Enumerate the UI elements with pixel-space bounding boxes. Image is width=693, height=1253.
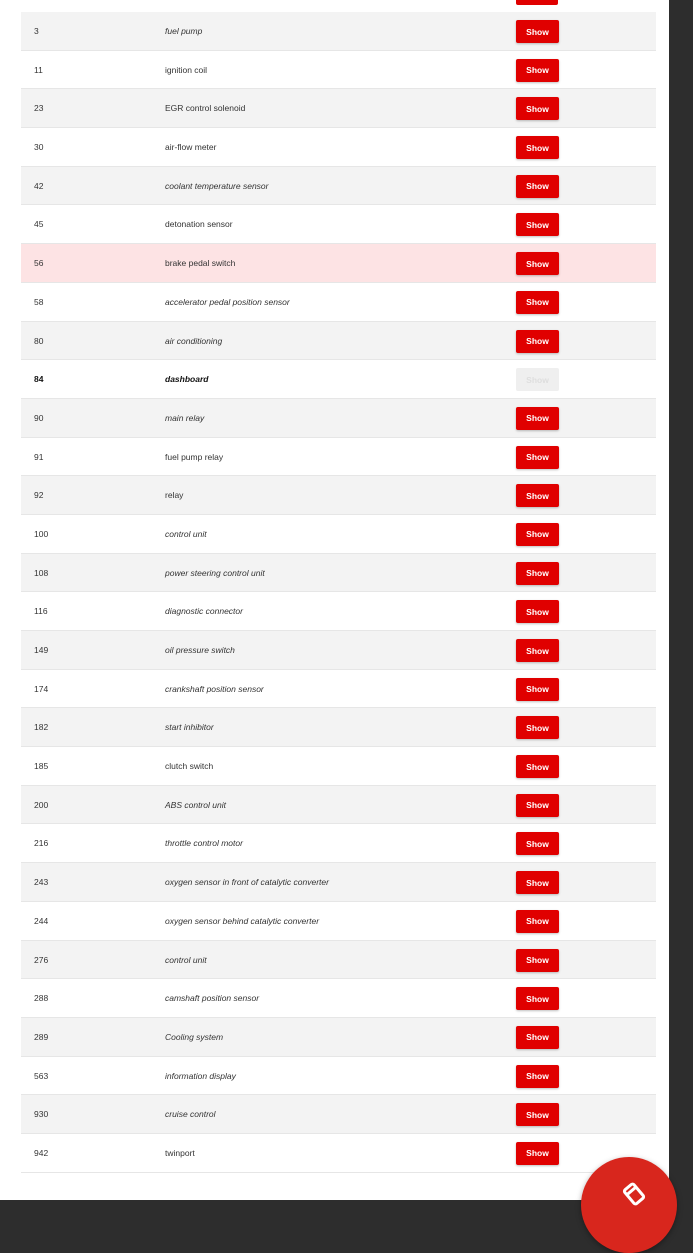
row-number: 56 <box>34 258 44 269</box>
show-button[interactable]: Show <box>516 59 559 82</box>
table-row <box>21 51 656 90</box>
edit-fab-button[interactable] <box>581 1157 677 1253</box>
show-button[interactable]: Show <box>516 97 559 120</box>
show-button[interactable]: Show <box>516 910 559 933</box>
component-name: detonation sensor <box>165 219 233 230</box>
table-row <box>21 1057 656 1096</box>
show-button[interactable]: Show <box>516 987 559 1010</box>
component-name: ABS control unit <box>165 799 226 810</box>
component-name: control unit <box>165 528 207 539</box>
table-row <box>21 863 656 902</box>
component-name: ignition coil <box>165 64 208 75</box>
show-button[interactable]: Show <box>516 330 559 353</box>
component-name: dashboard <box>165 374 209 385</box>
table-row <box>21 1134 656 1173</box>
row-number: 276 <box>34 954 49 965</box>
show-button[interactable]: Show <box>516 291 559 314</box>
show-button-partial[interactable] <box>516 0 558 5</box>
component-name: brake pedal switch <box>165 258 236 269</box>
table-row <box>21 941 656 980</box>
table-row <box>21 1095 656 1134</box>
row-number: 289 <box>34 1031 49 1042</box>
component-name: clutch switch <box>165 761 214 772</box>
table-row <box>21 554 656 593</box>
component-name: Cooling system <box>165 1031 224 1042</box>
row-number: 116 <box>34 606 48 617</box>
show-button[interactable]: Show <box>516 407 559 430</box>
component-name: oxygen sensor in front of catalytic converter <box>165 877 329 888</box>
show-button[interactable]: Show <box>516 794 559 817</box>
component-name: camshaft position sensor <box>165 993 260 1004</box>
component-name: main relay <box>165 412 205 423</box>
show-button[interactable]: Show <box>516 136 559 159</box>
row-number: 243 <box>34 877 49 888</box>
show-button[interactable]: Show <box>516 600 559 623</box>
table-row <box>21 786 656 825</box>
component-name: air-flow meter <box>165 142 217 153</box>
row-number: 30 <box>34 142 44 153</box>
table-row <box>21 205 656 244</box>
row-number: 930 <box>34 1109 49 1120</box>
show-button[interactable]: Show <box>516 213 559 236</box>
show-button[interactable]: Show <box>516 252 559 275</box>
table-row <box>21 670 656 709</box>
row-number: 23 <box>34 103 44 114</box>
row-number: 108 <box>34 567 49 578</box>
scrollbar-gutter <box>669 0 693 1200</box>
row-number: 182 <box>34 722 49 733</box>
row-number: 58 <box>34 296 44 307</box>
row-number: 174 <box>34 683 49 694</box>
show-button[interactable]: Show <box>516 678 559 701</box>
component-name: relay <box>165 490 184 501</box>
show-button[interactable]: Show <box>516 755 559 778</box>
table-row <box>21 708 656 747</box>
table-row <box>21 399 656 438</box>
table-row <box>21 979 656 1018</box>
table-row <box>21 438 656 477</box>
show-button[interactable]: Show <box>516 1142 559 1165</box>
table-row <box>21 902 656 941</box>
row-number: 80 <box>34 335 44 346</box>
component-name: accelerator pedal position sensor <box>165 296 290 307</box>
row-number: 92 <box>34 490 44 501</box>
row-number: 563 <box>34 1070 49 1081</box>
show-button[interactable]: Show <box>516 523 559 546</box>
component-name: fuel pump <box>165 26 203 36</box>
component-name: crankshaft position sensor <box>165 683 264 694</box>
table-row <box>21 515 656 554</box>
table-row <box>21 360 656 399</box>
row-number: 91 <box>34 451 44 462</box>
component-table <box>21 12 656 1173</box>
component-name: EGR control solenoid <box>165 103 246 114</box>
show-button[interactable]: Show <box>516 949 559 972</box>
component-name: diagnostic connector <box>165 606 243 617</box>
component-name: fuel pump relay <box>165 451 224 462</box>
row-number: 84 <box>34 374 44 385</box>
pencil-icon <box>619 1179 649 1209</box>
component-name: oxygen sensor behind catalytic converter <box>165 915 320 926</box>
show-button[interactable]: Show <box>516 175 559 198</box>
row-number: 244 <box>34 915 49 926</box>
row-number: 3 <box>34 26 39 36</box>
table-row <box>21 1018 656 1057</box>
row-number: 288 <box>34 993 49 1004</box>
show-button: Show <box>516 368 559 391</box>
table-row <box>21 631 656 670</box>
component-name: start inhibitor <box>165 722 214 733</box>
table-row <box>21 476 656 515</box>
row-number: 11 <box>34 64 43 75</box>
component-name: oil pressure switch <box>165 645 235 655</box>
row-number: 45 <box>34 219 44 230</box>
component-name: throttle control motor <box>165 838 243 849</box>
table-row <box>21 283 656 322</box>
row-number: 90 <box>34 412 44 423</box>
row-number: 149 <box>34 645 49 655</box>
show-button[interactable]: Show <box>516 832 559 855</box>
row-number: 42 <box>34 180 44 191</box>
show-button[interactable]: Show <box>516 716 559 739</box>
table-row <box>21 592 656 631</box>
show-button[interactable]: Show <box>516 639 559 662</box>
table-row <box>21 89 656 128</box>
component-name: twinport <box>165 1147 195 1158</box>
show-button[interactable]: Show <box>516 1065 559 1088</box>
table-row <box>21 244 656 283</box>
component-name: power steering control unit <box>165 567 265 578</box>
show-button[interactable]: Show <box>516 1026 559 1049</box>
component-name: cruise control <box>165 1109 216 1120</box>
table-row <box>21 167 656 206</box>
row-number: 942 <box>34 1147 49 1158</box>
component-name: information display <box>165 1070 236 1081</box>
table-row <box>21 12 656 51</box>
table-row <box>21 128 656 167</box>
show-button[interactable]: Show <box>516 484 559 507</box>
table-row <box>21 824 656 863</box>
show-button[interactable]: Show <box>516 562 559 585</box>
row-number: 216 <box>34 838 49 849</box>
row-number: 200 <box>34 799 49 810</box>
row-number: 185 <box>34 761 49 772</box>
show-button[interactable]: Show <box>516 1103 559 1126</box>
show-button[interactable]: Show <box>516 446 559 469</box>
show-button[interactable]: Show <box>516 20 559 43</box>
component-name: air conditioning <box>165 335 223 346</box>
table-row <box>21 747 656 786</box>
row-number: 100 <box>34 528 49 539</box>
component-name: control unit <box>165 954 207 965</box>
table-row <box>21 322 656 361</box>
show-button[interactable]: Show <box>516 871 559 894</box>
component-name: coolant temperature sensor <box>165 180 269 191</box>
